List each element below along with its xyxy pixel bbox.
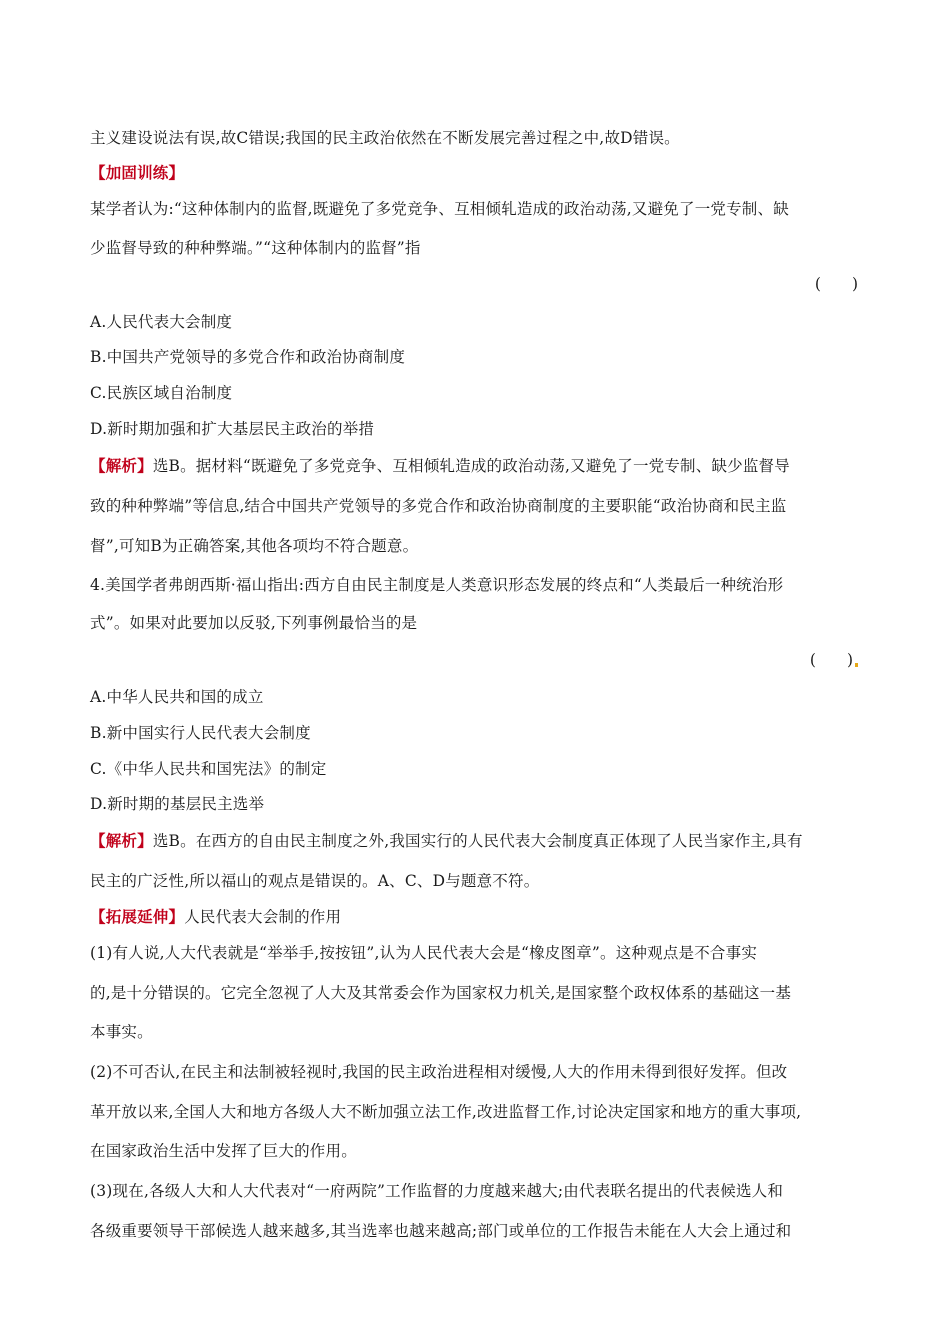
- answer-blank: ( ): [810, 650, 858, 670]
- analysis-text: 选B。在西方的自由民主制度之外,我国实行的人民代表大会制度真正体现了人民当家作主,具有: [152, 832, 803, 850]
- question-stem: 某学者认为:“这种体制内的监督,既避免了多党竞争、互相倾轧造成的政治动荡,又避免了一党专制、缺: [90, 200, 789, 218]
- extension-heading: [90, 907, 870, 927]
- question-4-stem: 4.美国学者弗朗西斯·福山指出:西方自由民主制度是人类意识形态发展的终点和“人类最后一种统治形: [90, 576, 784, 594]
- option-d: D.新时期的基层民主选举: [90, 795, 265, 813]
- analysis-text: 致的种种弊端”等信息,结合中国共产党领导的多党合作和政治协商制度的主要职能“政治协商和民主监: [90, 497, 787, 515]
- extension-text: (3)现在,各级人大和人大代表对“一府两院”工作监督的力度越来越大;由代表联名提出的代表候选人和: [90, 1182, 784, 1200]
- option-b: B.中国共产党领导的多党合作和政治协商制度: [90, 348, 406, 366]
- analysis-text: 民主的广泛性,所以福山的观点是错误的。A、C、D与题意不符。: [90, 872, 540, 890]
- extension-text: 在国家政治生活中发挥了巨大的作用。: [90, 1142, 357, 1160]
- analysis-text: 选B。据材料“既避免了多党竞争、互相倾轧造成的政治动荡,又避免了一党专制、缺少监督导: [152, 457, 790, 475]
- option-d: D.新时期加强和扩大基层民主政治的举措: [90, 420, 375, 438]
- option-c: C.民族区域自治制度: [90, 384, 233, 402]
- section-tag-extension: 【拓展延伸】: [90, 907, 185, 926]
- option-c: C.《中华人民共和国宪法》的制定: [90, 760, 327, 778]
- extension-text: (2)不可否认,在民主和法制被轻视时,我国的民主政治进程相对缓慢,人大的作用未得到很好发挥。但改: [90, 1063, 788, 1081]
- section-tag-analysis: 【解析】: [90, 831, 153, 850]
- option-a: A.中华人民共和国的成立: [90, 688, 264, 706]
- extension-text: 的,是十分错误的。它完全忽视了人大及其常委会作为国家权力机关,是国家整个政权体系的基础这一基: [90, 984, 792, 1002]
- question-4-stem: 式”。如果对此要加以反驳,下列事例最恰当的是: [90, 614, 418, 632]
- option-b: B.新中国实行人民代表大会制度: [90, 724, 311, 742]
- extension-text: 本事实。: [90, 1023, 153, 1041]
- dot-mark: [855, 663, 858, 667]
- analysis-line: [90, 456, 870, 476]
- text-line: 主义建设说法有误,故C错误;我国的民主政治依然在不断发展完善过程之中,故D错误。: [90, 129, 680, 147]
- section-tag-analysis: 【解析】: [90, 456, 153, 475]
- analysis-line: [90, 831, 870, 851]
- section-tag-reinforce: 【加固训练】: [90, 163, 185, 182]
- extension-text: 革开放以来,全国人大和地方各级人大不断加强立法工作,改进监督工作,讨论决定国家和地方的重大事项,: [90, 1103, 802, 1121]
- option-a: A.人民代表大会制度: [90, 313, 233, 331]
- extension-title: 人民代表大会制的作用: [184, 908, 342, 926]
- extension-text: 各级重要领导干部候选人越来越多,其当选率也越来越高;部门或单位的工作报告未能在人大会上通过和: [90, 1222, 792, 1240]
- analysis-text: 督”,可知B为正确答案,其他各项均不符合题意。: [90, 537, 419, 555]
- extension-text: (1)有人说,人大代表就是“举举手,按按钮”,认为人民代表大会是“橡皮图章”。这种观点是不合事实: [90, 944, 758, 962]
- question-stem: 少监督导致的种种弊端。”“这种体制内的监督”指: [90, 239, 421, 257]
- answer-blank: ( ): [814, 275, 858, 293]
